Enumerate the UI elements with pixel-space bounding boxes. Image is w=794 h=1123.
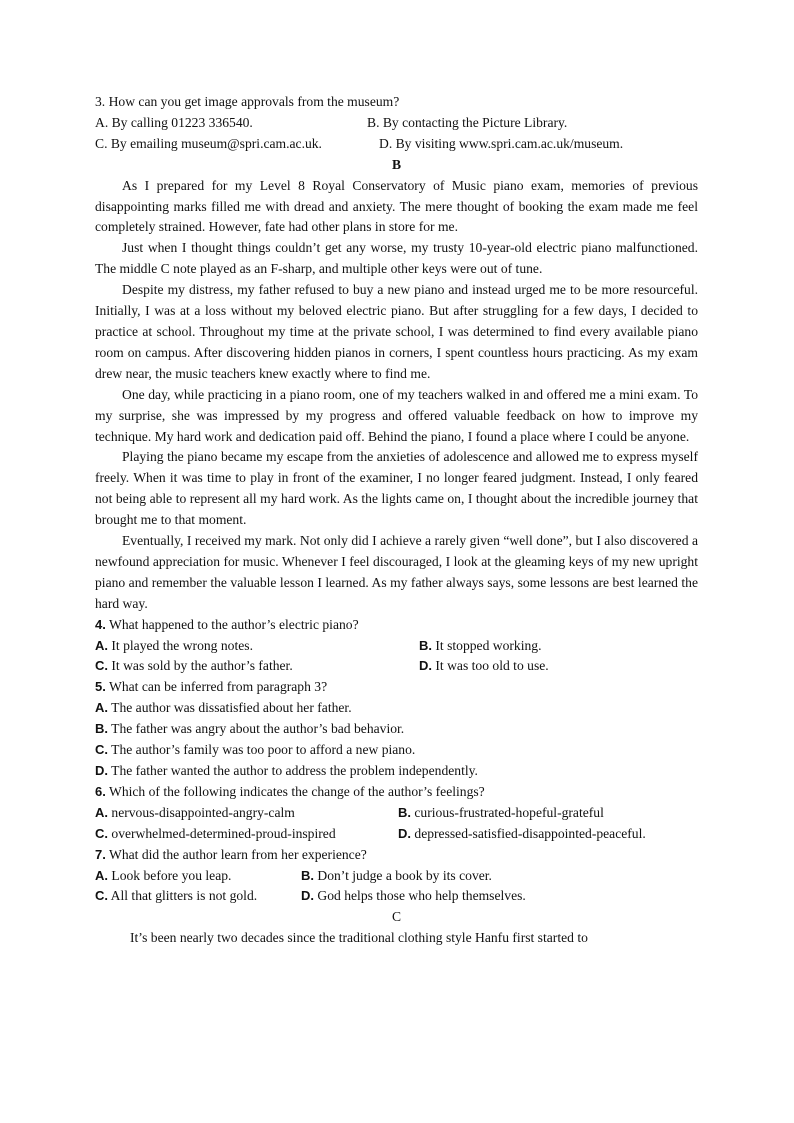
q7-option-c: C. All that glitters is not gold. bbox=[95, 888, 258, 904]
passage-b-paragraph-6: Eventually, I received my mark. Not only did I achieve a rarely given “well done”, but I also discovered a newfound appreciation for music. Whenever I feel discouraged, I look at the gleaming keys of my new upright piano and remember the valuable lesson I learned. As my father always says, some lessons are best learned the hard way. bbox=[95, 533, 698, 611]
section-b-heading: B bbox=[391, 156, 402, 172]
q4-options-row-2 bbox=[95, 656, 698, 677]
q3-options-row-2 bbox=[95, 134, 698, 155]
section-c-heading: C bbox=[391, 909, 402, 925]
q7-option-a: A. Look before you leap. bbox=[95, 867, 232, 883]
q7-options-row-2 bbox=[95, 886, 698, 907]
q4-option-a: A. It played the wrong notes. bbox=[95, 637, 253, 653]
passage-b-paragraph-2: Just when I thought things couldn’t get any worse, my trusty 10-year-old electric piano malfunctioned. The middle C note played as an F-sharp, and multiple other keys were out of tune. bbox=[95, 240, 698, 277]
q6-options-row-1 bbox=[95, 803, 698, 824]
q4-stem: 4. What happened to the author’s electric piano? bbox=[95, 616, 359, 632]
q6-option-b: B. curious-frustrated-hopeful-grateful bbox=[398, 804, 604, 820]
q7-stem: 7. What did the author learn from her experience? bbox=[95, 846, 367, 862]
q3-option-c: C. By emailing museum@spri.cam.ac.uk. bbox=[95, 135, 322, 151]
q3-option-a: A. By calling 01223 336540. bbox=[95, 114, 253, 130]
passage-b-paragraph-3: Despite my distress, my father refused to buy a new piano and instead urged me to be more resourceful. Initially, I was at a loss without my beloved electric piano. But after struggling for a few days, I decided to practice at school. Throughout my time at the private school, I was determined to find every available piano room on campus. After discovering hidden pianos in corners, I spent countless hours practicing. As my exam drew near, the music teachers knew exactly where to find me. bbox=[95, 282, 698, 381]
q4-option-d: D. It was too old to use. bbox=[419, 658, 549, 674]
q6-options-row-2 bbox=[95, 824, 698, 845]
passage-b-paragraph-1: As I prepared for my Level 8 Royal Conservatory of Music piano exam, memories of previous disappointing marks filled me with dread and anxiety. The mere thought of booking the exam made me feel completely strained. However, fate had other plans in store for me. bbox=[95, 177, 698, 235]
q7-option-d: D. God helps those who help themselves. bbox=[301, 888, 526, 904]
q3-option-d: D. By visiting www.spri.cam.ac.uk/museum. bbox=[379, 135, 624, 151]
q4-option-b: B. It stopped working. bbox=[419, 637, 542, 653]
passage-c-first-line: It’s been nearly two decades since the traditional clothing style Hanfu first started to bbox=[130, 930, 588, 946]
q5-option-b: B. The father was angry about the author’s bad behavior. bbox=[95, 721, 405, 737]
q4-options-row-1 bbox=[95, 636, 698, 657]
passage-b-paragraph-5: Playing the piano became my escape from the anxieties of adolescence and allowed me to express myself freely. When it was time to play in front of the examiner, I no longer feared judgment. Instead, I only feared not being able to represent all my hard work. As the lights came on, I thought about the incredible journey that brought me to that moment. bbox=[95, 449, 698, 528]
q3-stem: 3. How can you get image approvals from the museum? bbox=[95, 94, 400, 109]
q7-options-row-1 bbox=[95, 866, 698, 887]
passage-b-paragraph-4: One day, while practicing in a piano room, one of my teachers walked in and offered me a mini exam. To my surprise, she was impressed by my progress and offered valuable feedback on how to improve my technique. My hard work and dedication paid off. Behind the piano, I found a place where I could be anyone. bbox=[95, 386, 698, 444]
q3-option-b: B. By contacting the Picture Library. bbox=[367, 114, 568, 130]
q7-option-b: B. Don’t judge a book by its cover. bbox=[301, 867, 492, 883]
q6-option-d: D. depressed-satisfied-disappointed-peaceful. bbox=[398, 825, 646, 841]
q5-option-d: D. The father wanted the author to address the problem independently. bbox=[95, 763, 478, 778]
exam-page bbox=[95, 92, 698, 949]
q5-option-c: C. The author’s family was too poor to afford a new piano. bbox=[95, 742, 416, 758]
q6-stem: 6. Which of the following indicates the change of the author’s feelings? bbox=[95, 783, 485, 799]
q6-option-c: C. overwhelmed-determined-proud-inspired bbox=[95, 825, 336, 841]
q5-stem: 5. What can be inferred from paragraph 3? bbox=[95, 679, 328, 695]
q4-option-c: C. It was sold by the author’s father. bbox=[95, 658, 293, 674]
q6-option-a: A. nervous-disappointed-angry-calm bbox=[95, 804, 295, 820]
q3-options-row-1 bbox=[95, 113, 698, 134]
q5-option-a: A. The author was dissatisfied about her father. bbox=[95, 700, 352, 716]
